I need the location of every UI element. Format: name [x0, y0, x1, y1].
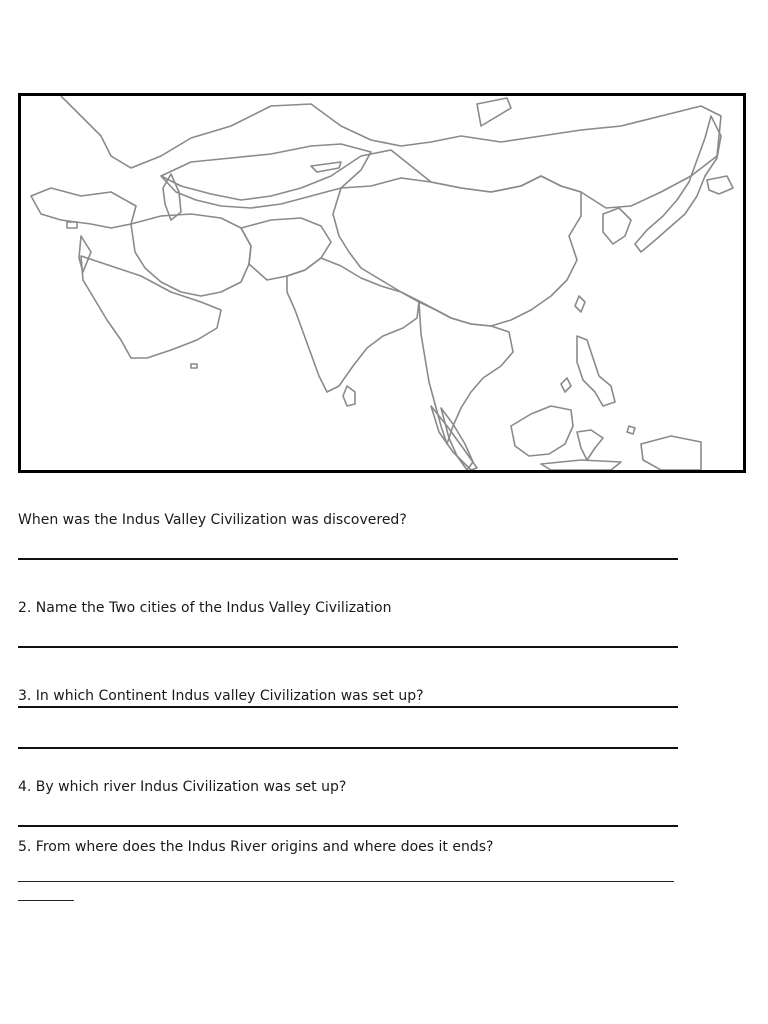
map-region-arabia [81, 256, 221, 358]
map-region-java [541, 460, 621, 470]
answer-line-1[interactable] [18, 558, 678, 560]
map-taiwan [575, 296, 585, 312]
answer-line-3a[interactable] [18, 706, 678, 708]
map-region-sulawesi [577, 430, 603, 460]
map-region-newguinea [641, 436, 701, 470]
answer-line-4[interactable] [18, 825, 678, 827]
question-5-text: 5. From where does the Indus River origins and where does it ends? [18, 839, 494, 855]
map-region-west [31, 188, 136, 228]
asia-outline-map [18, 93, 746, 473]
map-region-korea [603, 208, 631, 244]
question-4-text: 4. By which river Indus Civilization was set up? [18, 779, 347, 795]
question-2-text: 2. Name the Two cities of the Indus Valley Civilization [18, 600, 392, 616]
map-region-afghanistan [241, 218, 331, 280]
map-region-middle-east [131, 214, 251, 296]
map-japan-north [707, 176, 733, 194]
map-region-sumatra [431, 406, 477, 470]
answer-line-3b[interactable] [18, 747, 678, 749]
map-region-india [287, 258, 419, 392]
map-region-philippines [577, 336, 615, 406]
question-1-text: When was the Indus Valley Civilization was discovered? [18, 512, 407, 528]
map-region-central-asia [161, 144, 371, 208]
question-3-text: 3. In which Continent Indus valley Civilization was set up? [18, 688, 424, 704]
map-srilanka [343, 386, 355, 406]
map-region-borneo [511, 406, 573, 456]
map-region-china [333, 176, 581, 326]
answer-line-5b[interactable] [18, 900, 74, 901]
answer-line-2[interactable] [18, 646, 678, 648]
answer-line-5a[interactable] [18, 881, 674, 882]
map-region-africa-edge [79, 236, 91, 272]
map-region-russia [61, 96, 721, 208]
